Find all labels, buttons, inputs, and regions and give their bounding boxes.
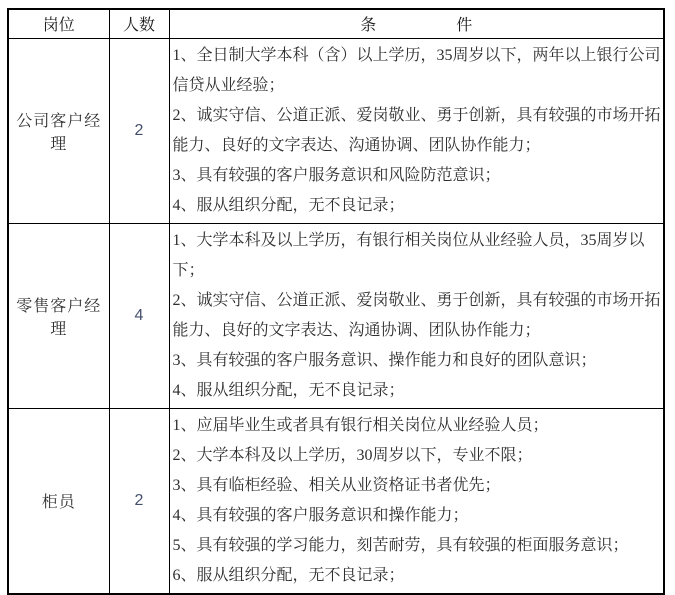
table-header-row <box>8 9 664 38</box>
condition-item: 2、诚实守信、公道正派、爱岗敬业、勇于创新，具有较强的市场开拓能力、良好的文字表达、沟通协调、团队协作能力； <box>172 291 661 339</box>
conditions-cell <box>169 38 664 223</box>
position-cell: 公司客户经理 <box>8 38 109 223</box>
condition-item: 2、诚实守信、公道正派、爱岗敬业、勇于创新，具有较强的市场开拓能力、良好的文字表达、沟通协调、团队协作能力； <box>172 106 661 154</box>
condition-item: 3、具有较强的客户服务意识和风险防范意识； <box>172 166 501 184</box>
condition-item: 1、全日制大学本科（含）以上学历，35周岁以下，两年以上银行公司信贷从业经验； <box>172 46 661 94</box>
table-row <box>8 38 664 223</box>
table-row <box>8 408 664 594</box>
condition-item: 3、具有较强的客户服务意识、操作能力和良好的团队意识； <box>172 351 597 369</box>
condition-item: 4、服从组织分配，无不良记录； <box>172 196 405 214</box>
header-position: 岗位 <box>8 9 109 38</box>
count-cell: 2 <box>109 408 169 594</box>
table-row <box>8 223 664 408</box>
condition-item: 2、大学本科及以上学历，30周岁以下，专业不限； <box>172 446 533 464</box>
condition-item: 3、具有临柜经验、相关从业资格证书者优先； <box>172 476 501 494</box>
count-cell: 4 <box>109 223 169 408</box>
position-cell: 柜员 <box>8 408 109 594</box>
position-cell: 零售客户经理 <box>8 223 109 408</box>
header-condition: 条 件 <box>169 9 664 38</box>
condition-item: 1、应届毕业生或者具有银行相关岗位从业经验人员； <box>172 416 549 434</box>
conditions-cell <box>169 223 664 408</box>
condition-item: 4、服从组织分配，无不良记录； <box>172 381 405 399</box>
conditions-cell <box>169 408 664 594</box>
condition-item: 4、具有较强的客户服务意识和操作能力； <box>172 506 469 524</box>
count-cell: 2 <box>109 38 169 223</box>
header-count: 人数 <box>109 9 169 38</box>
condition-item: 5、具有较强的学习能力，刻苦耐劳，具有较强的柜面服务意识； <box>172 536 629 554</box>
condition-item: 6、服从组织分配，无不良记录； <box>172 566 405 584</box>
condition-item: 1、大学本科及以上学历，有银行相关岗位从业经验人员，35周岁以下； <box>172 231 645 279</box>
recruitment-table <box>7 8 665 595</box>
